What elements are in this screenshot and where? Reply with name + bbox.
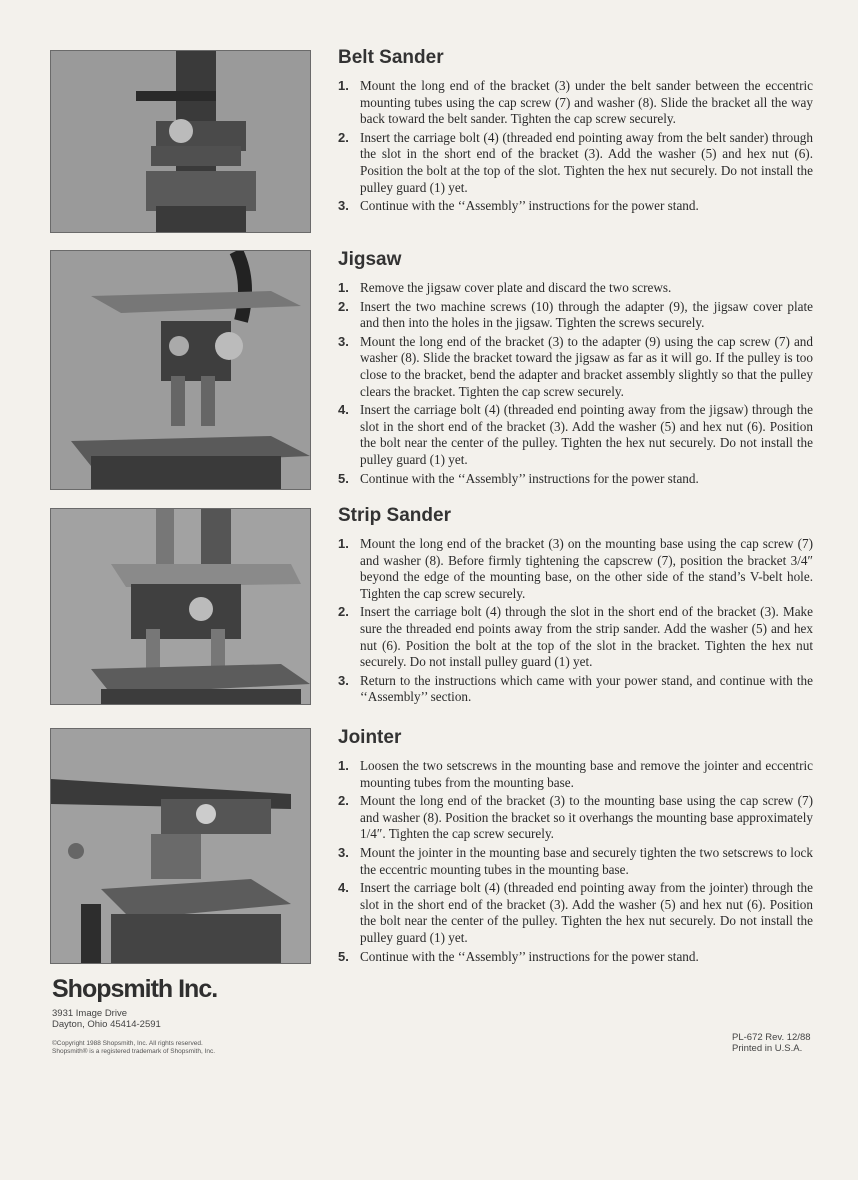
- step-text: Mount the jointer in the mounting base and securely tighten the two setscrews to lock the eccentric mounting tubes in the mounting base.: [360, 844, 813, 877]
- copyright-notice: [52, 1040, 215, 1056]
- step-text: Insert the carriage bolt (4) (threaded end pointing away from the jointer) through the slot in the short end of the bracket (3). Add the washer (5) and hex nut (6). Position the bolt near the center of the pulley. Tighten the hex nut securely. Do not install the pulley guard (1) yet.: [360, 880, 813, 945]
- brand-logo: Shopsmith Inc.: [52, 975, 218, 1003]
- step-number: 3.: [338, 844, 349, 860]
- trademark-line: Shopsmith® is a registered trademark of Shopsmith, Inc.: [52, 1048, 216, 1055]
- section-title: Jigsaw: [338, 249, 402, 270]
- step-text: Loosen the two setscrews in the mounting base and remove the jointer and eccentric mounting tubes from the mounting base.: [360, 758, 813, 790]
- belt-sander-photo: [50, 50, 311, 233]
- copyright-line: ©Copyright 1988 Shopsmith, Inc. All rights reserved.: [52, 1040, 203, 1047]
- step-item: [338, 758, 813, 791]
- step-number: 3.: [338, 333, 349, 349]
- step-item: [338, 334, 813, 400]
- step-number: 4.: [338, 880, 349, 896]
- step-number: 3.: [338, 672, 349, 688]
- step-number: 1.: [338, 78, 349, 93]
- step-item: [338, 471, 813, 488]
- step-text: Mount the long end of the bracket (3) on the mounting base using the cap screw (7) and washer (8). Before firmly tightening the capscrew (7), position the bracket 3/4″ beyond the edge of the mounting base, on the other side of the stand’s V-belt hole. Tighten the cap screw securely.: [360, 536, 813, 601]
- step-item: [338, 280, 813, 297]
- step-text: Continue with the ‘‘Assembly’’ instructions for the power stand.: [360, 948, 699, 964]
- belt-sander-section: [338, 46, 813, 217]
- step-text: Continue with the ‘‘Assembly’’ instructions for the power stand.: [360, 198, 699, 214]
- step-number: 1.: [338, 536, 349, 551]
- part-number: PL-672 Rev. 12/88: [732, 1032, 811, 1043]
- step-text: Mount the long end of the bracket (3) under the belt sander between the eccentric mounting tubes using the cap screw (7) and washer (8). Slide the bracket all the way back toward the belt sander. Tighten the cap screw securely.: [360, 78, 813, 127]
- step-item: [338, 536, 813, 602]
- step-text: Mount the long end of the bracket (3) to the adapter (9) using the cap screw (7) and washer (8). Slide the bracket toward the jigsaw as far as it will go. If the pulley is too close to the bracket, bend the adapter and bracket assembly slightly so that the pulley clears the bracket. Tighten the cap screw securely.: [360, 333, 813, 399]
- step-number: 4.: [338, 402, 349, 418]
- step-number: 2.: [338, 604, 349, 620]
- jointer-section: [338, 726, 813, 967]
- step-item: [338, 880, 813, 946]
- strip-sander-photo: [50, 508, 311, 705]
- step-item: [338, 299, 813, 332]
- step-item: [338, 845, 813, 878]
- step-number: 1.: [338, 758, 349, 773]
- step-text: Insert the carriage bolt (4) through the slot in the short end of the bracket (3). Make sure the threaded end points away from the strip sander. Add the washer (5) and hex nut (6). Position the bolt at the top of the slot in the bracket. Tighten the hex nut securely. Do not install pulley guard (1) yet.: [360, 604, 813, 670]
- step-item: [338, 198, 813, 215]
- step-item: [338, 130, 813, 196]
- step-text: Return to the instructions which came with your power stand, and continue with the ‘‘Assembly’’ section.: [360, 672, 813, 705]
- section-title: Belt Sander: [338, 47, 444, 68]
- step-text: Continue with the ‘‘Assembly’’ instructions for the power stand.: [360, 470, 699, 486]
- step-number: 5.: [338, 470, 349, 486]
- address-line: 3931 Image Drive: [52, 1008, 127, 1019]
- step-number: 2.: [338, 793, 349, 809]
- section-title: Jointer: [338, 727, 402, 748]
- step-number: 2.: [338, 129, 349, 145]
- step-item: [338, 673, 813, 706]
- address-line: Dayton, Ohio 45414-2591: [52, 1019, 161, 1030]
- printed-in: Printed in U.S.A.: [732, 1043, 803, 1054]
- company-address: [52, 1008, 161, 1030]
- step-text: Insert the carriage bolt (4) (threaded end pointing away from the jigsaw) through the slot in the short end of the bracket (3). Add the washer (5) and hex nut (6). Position the bolt near the center of the pulley. Tighten the hex nut securely. Do not install the pulley guard (1) yet.: [360, 402, 813, 467]
- step-number: 2.: [338, 298, 349, 314]
- step-item: [338, 793, 813, 843]
- step-item: [338, 604, 813, 670]
- step-text: Insert the carriage bolt (4) (threaded end pointing away from the belt sander) through the slot in the short end of the bracket (3). Add the washer (5) and hex nut (6). Position the bolt at the top of the slot. Tighten the hex nut securely. Do not install the pulley guard (1) yet.: [360, 129, 813, 195]
- step-number: 5.: [338, 948, 349, 964]
- section-title: Strip Sander: [338, 505, 451, 526]
- step-item: [338, 949, 813, 966]
- step-item: [338, 402, 813, 468]
- strip-sander-section: [338, 504, 813, 708]
- part-info: [732, 1032, 811, 1054]
- jointer-photo: [50, 728, 311, 964]
- step-number: 1.: [338, 280, 349, 295]
- step-item: [338, 78, 813, 128]
- step-text: Insert the two machine screws (10) through the adapter (9), the jigsaw cover plate and then into the holes in the jigsaw. Tighten the screws securely.: [360, 298, 813, 331]
- step-text: Mount the long end of the bracket (3) to the mounting base using the cap screw (7) and washer (8). Position the bracket so it overhangs the mounting base approximately 1/4″. Tighten the cap screw securely.: [360, 793, 813, 842]
- jigsaw-section: [338, 248, 813, 489]
- step-text: Remove the jigsaw cover plate and discard the two screws.: [360, 280, 672, 295]
- step-number: 3.: [338, 198, 349, 214]
- jigsaw-photo: [50, 250, 311, 490]
